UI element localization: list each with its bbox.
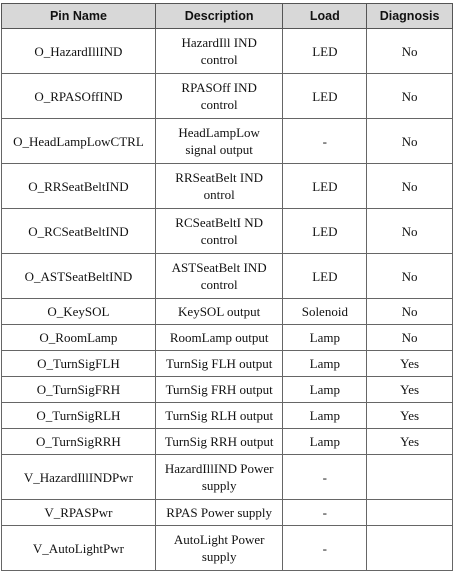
diagnosis-cell: Yes <box>367 377 453 403</box>
description-cell: AutoLight Power supply <box>155 526 283 571</box>
load-cell: Lamp <box>283 325 367 351</box>
load-cell: Lamp <box>283 429 367 455</box>
table-row <box>2 500 453 526</box>
pin-name-cell: O_RCSeatBeltIND <box>2 209 156 254</box>
diagnosis-cell <box>367 526 453 571</box>
diagnosis-cell: No <box>367 74 453 119</box>
header-load: Load <box>283 4 367 29</box>
table-row <box>2 403 453 429</box>
load-cell: - <box>283 526 367 571</box>
pin-table <box>1 3 453 571</box>
load-cell: Lamp <box>283 351 367 377</box>
diagnosis-cell: Yes <box>367 429 453 455</box>
pin-name-cell: V_HazardIllINDPwr <box>2 455 156 500</box>
description-cell: RPAS Power supply <box>155 500 283 526</box>
load-cell: Lamp <box>283 377 367 403</box>
load-cell: LED <box>283 209 367 254</box>
header-diagnosis: Diagnosis <box>367 4 453 29</box>
table-row <box>2 377 453 403</box>
description-cell: KeySOL output <box>155 299 283 325</box>
pin-name-cell: V_RPASPwr <box>2 500 156 526</box>
table-row <box>2 299 453 325</box>
description-cell: TurnSig RRH output <box>155 429 283 455</box>
load-cell: Solenoid <box>283 299 367 325</box>
table-row <box>2 429 453 455</box>
pin-name-cell: O_TurnSigFLH <box>2 351 156 377</box>
diagnosis-cell: No <box>367 209 453 254</box>
diagnosis-cell: No <box>367 299 453 325</box>
description-cell: TurnSig FRH output <box>155 377 283 403</box>
pin-name-cell: O_HazardIllIND <box>2 29 156 74</box>
pin-name-cell: O_TurnSigRLH <box>2 403 156 429</box>
table-row <box>2 455 453 500</box>
header-description: Description <box>155 4 283 29</box>
diagnosis-cell: Yes <box>367 351 453 377</box>
table-row <box>2 164 453 209</box>
table-row <box>2 74 453 119</box>
diagnosis-cell: No <box>367 325 453 351</box>
description-cell: ASTSeatBelt IND control <box>155 254 283 299</box>
table-row <box>2 209 453 254</box>
pin-name-cell: O_HeadLampLowCTRL <box>2 119 156 164</box>
description-cell: RPASOff IND control <box>155 74 283 119</box>
table-row <box>2 325 453 351</box>
load-cell: Lamp <box>283 403 367 429</box>
pin-name-cell: O_KeySOL <box>2 299 156 325</box>
diagnosis-cell <box>367 500 453 526</box>
description-cell: TurnSig FLH output <box>155 351 283 377</box>
table-row <box>2 119 453 164</box>
description-cell: HazardIll IND control <box>155 29 283 74</box>
pin-name-cell: O_RPASOffIND <box>2 74 156 119</box>
table-body <box>2 29 453 571</box>
diagnosis-cell <box>367 455 453 500</box>
diagnosis-cell: Yes <box>367 403 453 429</box>
diagnosis-cell: No <box>367 119 453 164</box>
load-cell: LED <box>283 74 367 119</box>
diagnosis-cell: No <box>367 29 453 74</box>
diagnosis-cell: No <box>367 254 453 299</box>
diagnosis-cell: No <box>367 164 453 209</box>
description-cell: RRSeatBelt IND ontrol <box>155 164 283 209</box>
pin-name-cell: V_AutoLightPwr <box>2 526 156 571</box>
pin-name-cell: O_TurnSigFRH <box>2 377 156 403</box>
description-cell: RoomLamp output <box>155 325 283 351</box>
load-cell: - <box>283 119 367 164</box>
header-row <box>2 4 453 29</box>
table-row <box>2 526 453 571</box>
description-cell: TurnSig RLH output <box>155 403 283 429</box>
table-row <box>2 254 453 299</box>
load-cell: LED <box>283 254 367 299</box>
load-cell: LED <box>283 164 367 209</box>
description-cell: RCSeatBeltI ND control <box>155 209 283 254</box>
pin-name-cell: O_TurnSigRRH <box>2 429 156 455</box>
load-cell: - <box>283 500 367 526</box>
pin-name-cell: O_RoomLamp <box>2 325 156 351</box>
load-cell: LED <box>283 29 367 74</box>
description-cell: HazardIllIND Power supply <box>155 455 283 500</box>
pin-name-cell: O_RRSeatBeltIND <box>2 164 156 209</box>
pin-name-cell: O_ASTSeatBeltIND <box>2 254 156 299</box>
header-pin-name: Pin Name <box>2 4 156 29</box>
load-cell: - <box>283 455 367 500</box>
table-row <box>2 29 453 74</box>
table-row <box>2 351 453 377</box>
description-cell: HeadLampLow signal output <box>155 119 283 164</box>
